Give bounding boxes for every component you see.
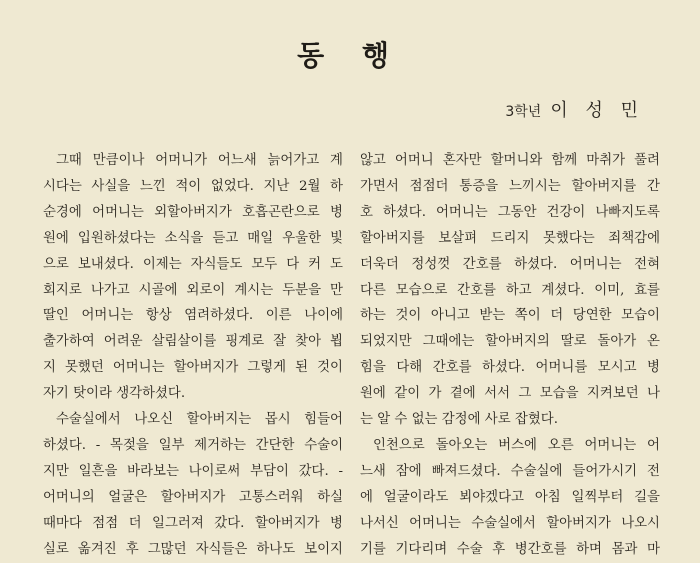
text-line: 하셨다. - 목젖을 일부 제거하는 간단한 수술이 — [43, 437, 343, 453]
text-line: 않고 어머니 혼자만 할머니와 함께 마취가 풀려 — [360, 153, 660, 168]
text-line: 그때 만큼이나 어머니가 어느새 늙어가고 계 — [56, 153, 343, 168]
text-line: 하는 것이 아니고 받는 쪽이 더 당연한 모습이 — [360, 308, 660, 324]
text-line: 지만 일흔을 바라보는 나이로써 부담이 갔다. - — [43, 463, 343, 479]
text-line: 호 하셨다. 어머니는 그동안 건강이 나빠지도록 — [360, 204, 660, 220]
text-line: 수술실에서 나오신 할아버지는 몹시 힘들어 — [56, 412, 343, 428]
text-line: 나서신 어머니는 수술실에서 할아버지가 나오시 — [360, 515, 660, 531]
text-line: 더욱더 정성껏 간호를 하셨다. 어머니는 전혀 — [360, 256, 660, 272]
text-line: 기를 기다리며 수술 후 병간호를 하며 몸과 마 — [360, 541, 660, 557]
text-line: 원에 입원하셨다는 소식을 듣고 매일 우울한 빛 — [43, 230, 343, 246]
body-column-right — [360, 148, 660, 563]
text-line: 어머니의 얼굴은 할아버지가 고통스러워 하실 — [43, 489, 343, 505]
text-line: 실로 옮겨진 후 그많던 자식들은 하나도 보이지 — [43, 541, 343, 557]
text-line: 에 얼굴이라도 뵈야겠다고 아침 일찍부터 길을 — [360, 489, 660, 505]
text-line: 다른 모습으로 간호를 하고 계셨다. 이미, 효를 — [360, 282, 660, 298]
text-line: 지 못했던 어머니는 할아버지가 그렇게 된 것이 — [43, 360, 343, 376]
text-line: 힘을 다해 간호를 하셨다. 어머니를 모시고 병 — [360, 360, 660, 376]
text-line: 자기 탓이라 생각하셨다. — [43, 386, 186, 402]
text-line: 시다는 사실을 느낀 적이 없었다. 지난 2월 하 — [43, 178, 343, 194]
text-line: 할아버지를 보살펴 드리지 못했다는 죄책감에 — [360, 230, 660, 246]
text-line: 으로 보내셨다. 이제는 자식들도 모두 다 커 도 — [43, 256, 343, 272]
author-name: 이 성 민 — [550, 100, 644, 121]
text-line: 회지로 나가고 시골에 외로이 계시는 두분을 만 — [43, 282, 343, 298]
text-line: 는 알 수 없는 감정에 사로 잡혔다. — [360, 412, 558, 428]
text-line: 출가하여 어려운 살림살이를 핑계로 잘 찾아 뵙 — [43, 334, 343, 350]
author-grade: 3학년 — [505, 104, 542, 120]
author-byline — [505, 96, 644, 122]
text-line: 딸인 어머니는 항상 염려하셨다. 이른 나이에 — [43, 308, 343, 324]
text-line: 순경에 어머니는 외할아버지가 호흡곤란으로 병 — [43, 204, 343, 220]
text-line: 가면서 점점더 통증을 느끼시는 할아버지를 간 — [360, 178, 660, 194]
text-line: 인천으로 돌아오는 버스에 오른 어머니는 어 — [373, 437, 660, 453]
body-column-left — [43, 148, 343, 563]
text-line: 되었지만 그때에는 할아버지의 딸로 돌아가 온 — [360, 334, 660, 350]
page-title: 동 행 — [297, 39, 403, 72]
text-line: 느새 잠에 빠져드셨다. 수술실에 들어가시기 전 — [360, 463, 660, 479]
text-line: 원에 같이 가 곁에 서서 그 모습을 지켜보던 나 — [360, 386, 660, 402]
text-line: 때마다 점점 더 일그러져 갔다. 할아버지가 병 — [43, 515, 343, 531]
